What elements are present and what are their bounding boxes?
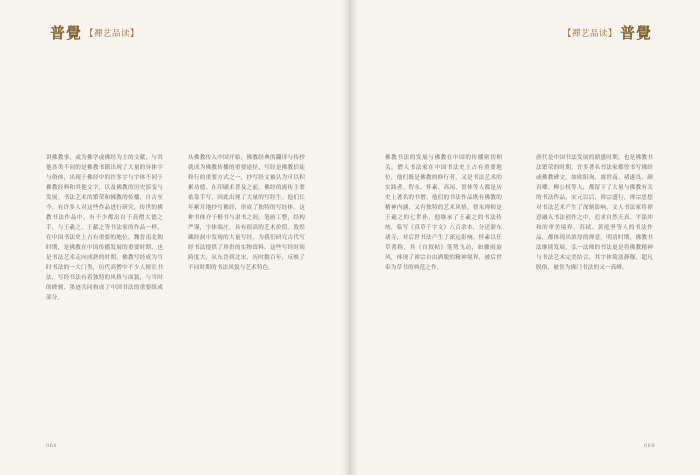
column-text: 从佛教传入中国开始，佛教经典的翻译与传抄就成为佛教传播的重要途径，写经是佛教信徒修行的重要方式之一，抄写经文被认为可以积累功德。在印刷术普及之前，佛经的流传主要依靠手写，因此出现了大量的写经生。他们长年累月地抄写佛经，形成了独特的写经体。这种书体介于楷书与隶书之间，笔画工整，结构严谨，字体端庄，具有很高的艺术价值。敦煌藏经洞中发现的大量写经，为我们研究古代写经书法提供了珍贵的实物资料。这些写经时间跨度大，从东晋到北宋，历时数百年，反映了不同时期的书法风貌与艺术特色。 [188, 155, 305, 271]
right-page-header [563, 22, 652, 43]
text-column-2 [188, 153, 305, 423]
magazine-logo: 普覺 [619, 24, 652, 42]
text-column-4 [536, 153, 653, 423]
book-gutter-shadow [342, 0, 358, 475]
page-number-left: 068 [46, 443, 58, 449]
right-page [350, 0, 700, 475]
section-tag: 【禪艺品读】 [562, 28, 617, 39]
section-tag: 【禪艺品读】 [85, 28, 140, 39]
left-page-header [50, 22, 139, 43]
magazine-logo: 普覺 [50, 24, 83, 42]
text-column-3 [385, 153, 502, 423]
page-number-right: 069 [643, 443, 655, 449]
text-column-1 [46, 153, 163, 423]
column-text: 唐代是中国书法发展的鼎盛时期，也是佛教书法繁荣的时期。许多著名书法家都曾书写佛经或佛教碑文，如欧阳询、虞世南、褚遂良、颜真卿、柳公权等人，都留下了大量与佛教有关的书法作品。宋元以后，禅宗盛行，禅宗思想对书法艺术产生了深刻影响，文人书法家将禅意融入书法创作之中，追求自然天真、平淡冲和的审美境界。苏轼、黄庭坚等人的书法作品，都体现出浓厚的禅意。明清时期，佛教书法继续发展，弘一法师的书法更是将佛教精神与书法艺术完美结合，其字体简淡静穆，超凡脱俗，被誉为佛门书法的又一高峰。 [536, 155, 653, 271]
column-text: 讲佛教事，或为佛学或佛经为主的文献，与其他各类不同的是佛教书籍出现了大量的异体字与俗体，出现于佛经中的许多字与字体不同于佛教经典和其他文字，以及佛教的历史演变与发展。书法艺术的繁荣和佛教的传播，自古至今，有许多人对这些作品进行研究，传世的佛教书法作品中，有不少都出自于高僧大德之手，与王羲之、王献之等书法家的作品一样，在中国书法史上占有重要的地位。魏晋南北朝时期，是佛教在中国传播发展的重要时期，也是书法艺术走向成熟的时期，佛教写经成为当时书法的一大门类，历代高僧中不少人擅长书法，写经书法有着独特的风格与面貌，与当时的碑刻、墨迹共同构成了中国书法的重要组成部分。 [46, 155, 163, 301]
column-text: 佛教书法的发展与佛教在中国的传播密切相关。僧人书法家在中国书法史上占有重要地位，他们既是佛教的修行者，又是书法艺术的实践者。智永、怀素、高闲、贯休等人都是历史上著名的书僧。他们的书法作品既有佛教的精神内涵，又有独特的艺术风格。智永禅师是王羲之的七世孙，他继承了王羲之的书法传统，临写《真草千字文》八百余本，分送浙东诸寺，对后世书法产生了深远影响。怀素以狂草著称，其《自叙帖》笔势飞动，如骤雨旋风，体现了禅宗自由洒脱的精神境界，被后世奉为草书的典范之作。 [385, 155, 502, 271]
